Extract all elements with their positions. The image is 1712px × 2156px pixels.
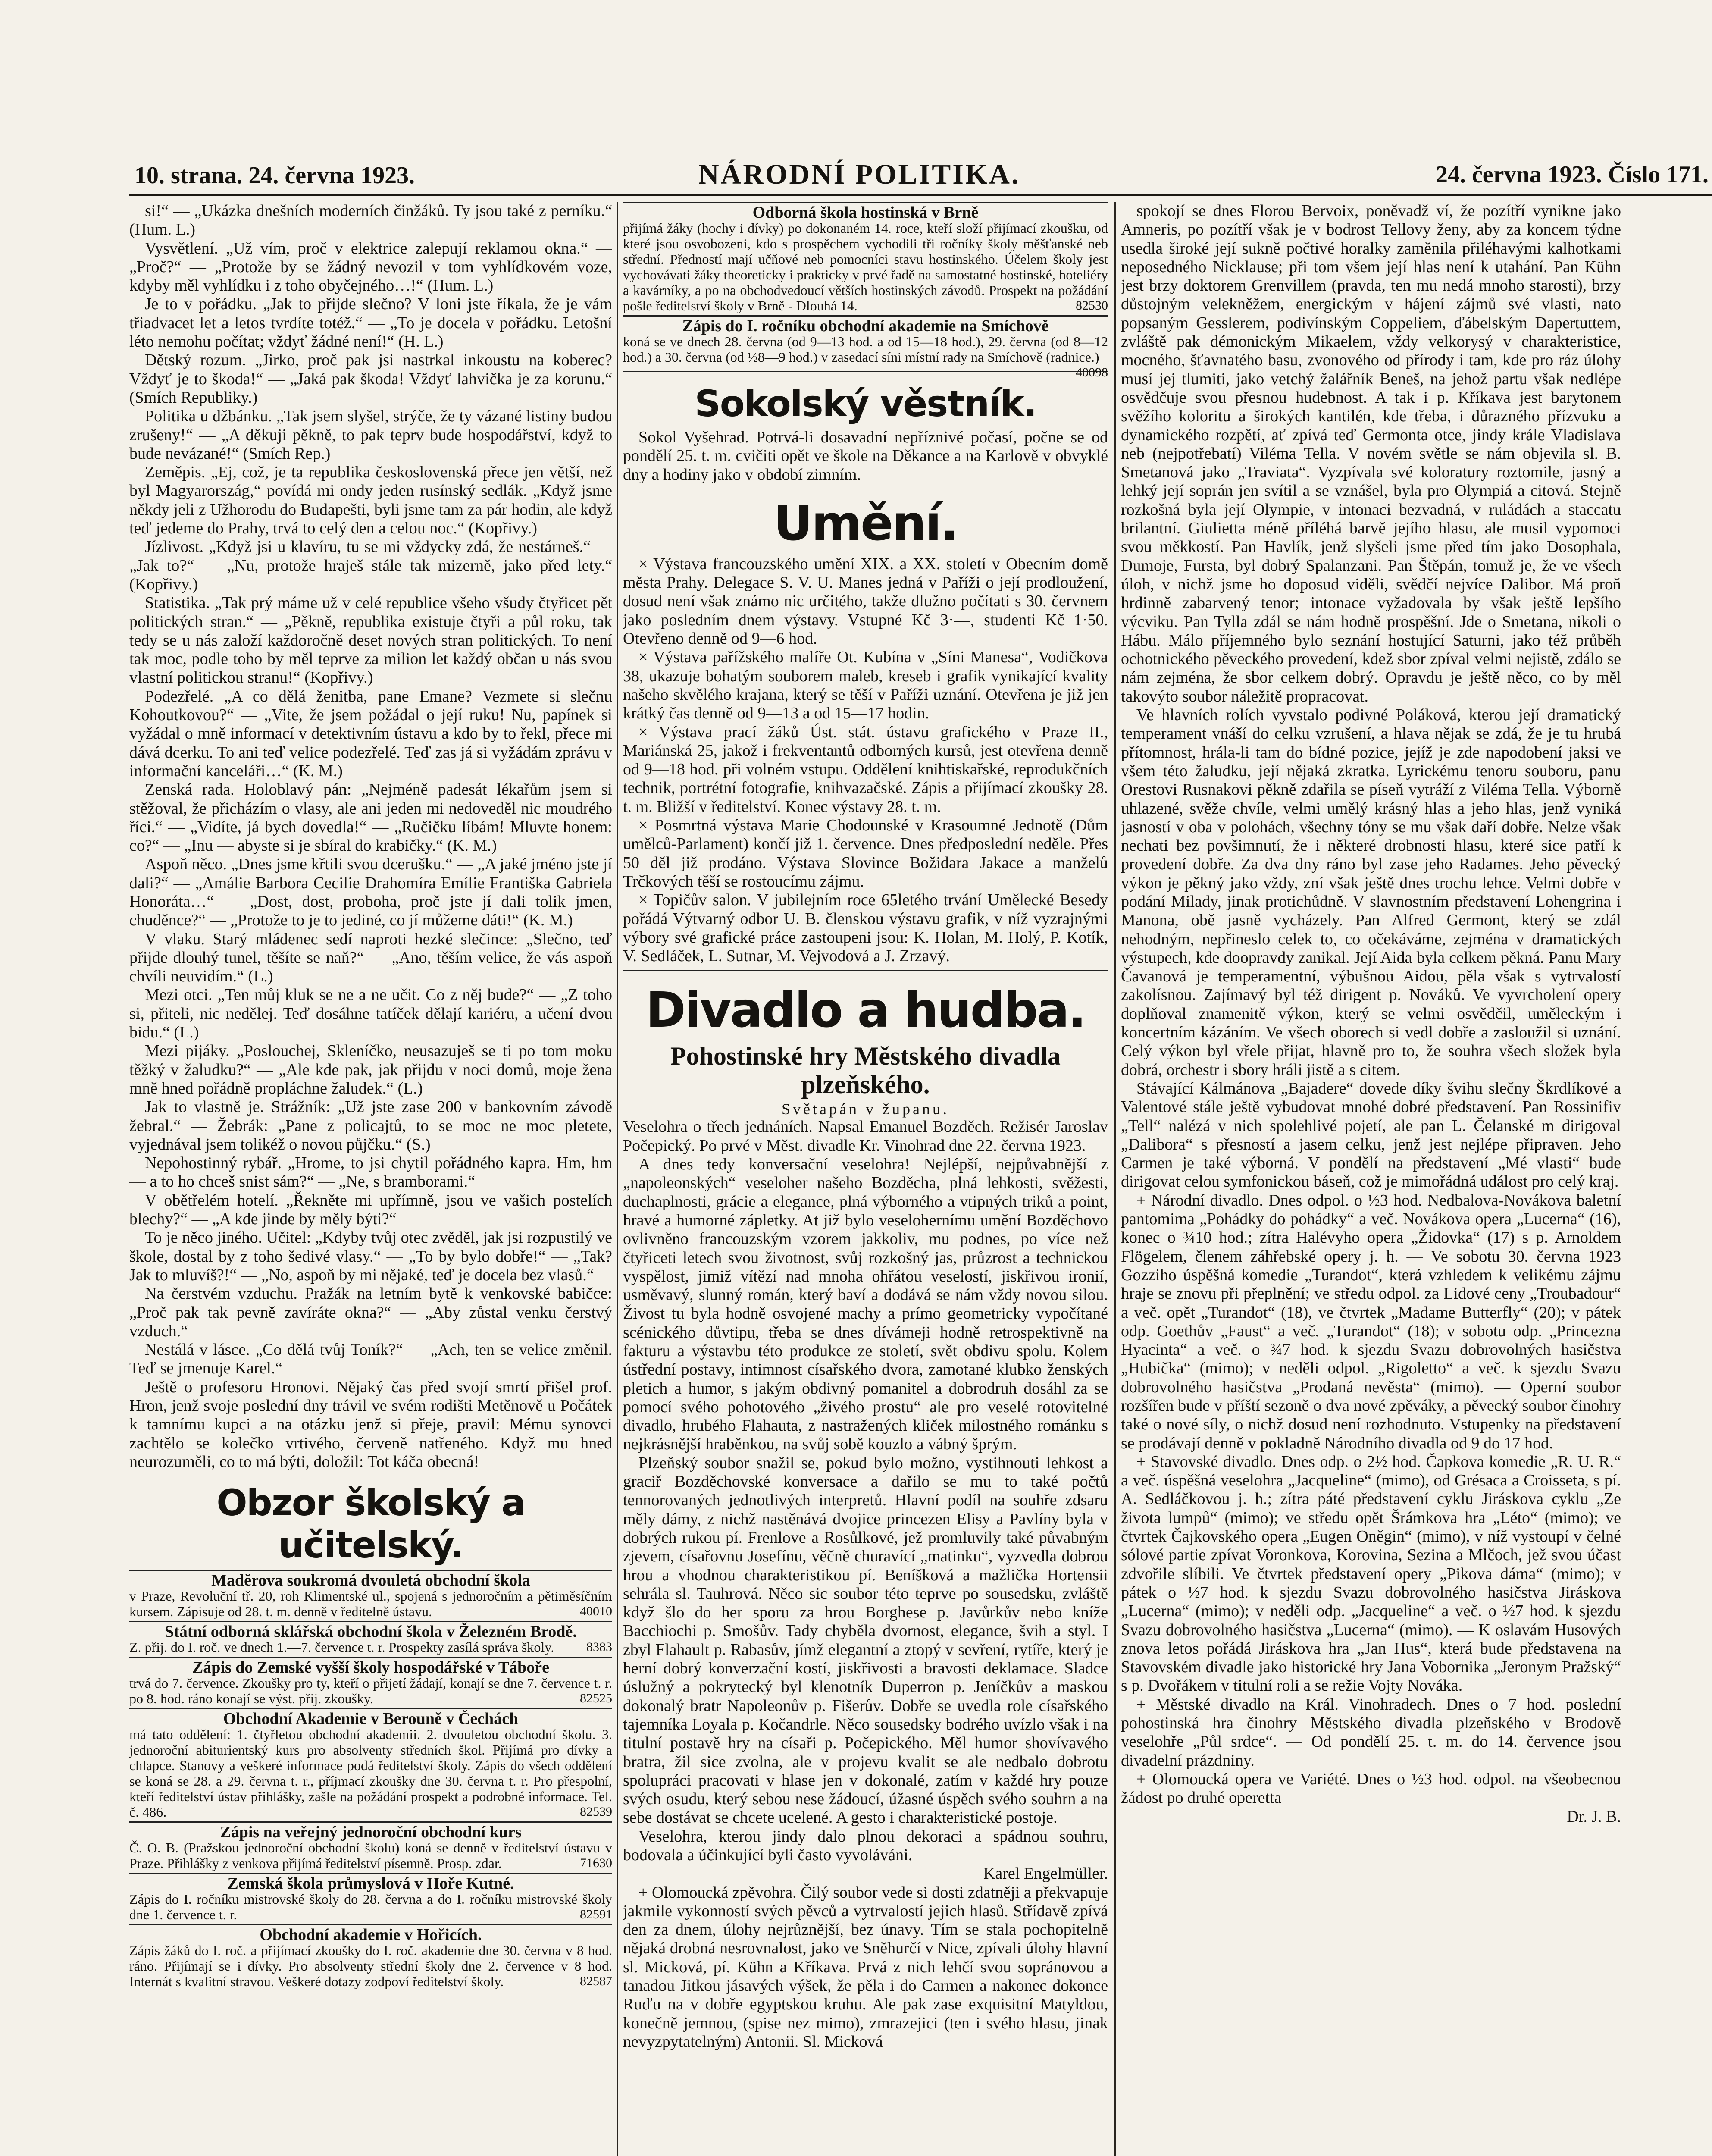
ad-text: v Praze, Revoluční tř. 20, roh Klimentské ul., spojená s jednoročním a pětiměsíčním kursem. Zápisuje od 28. t. m. denně v ředitelně ústavu. — [129, 1588, 612, 1620]
joke-paragraph: Zeměpis. „Ej, což, je ta republika československá přece jen větší, než byl Magyarország,“ povídá mi ondy jeden rusínský sedlák. „Když jsme někdy jeli z Užhorodu do Budapešti, byli jsme tam za pár hodin, ale když teď jedeme do Prahy, trvá to celý den a celou noc.“ (Kopřivy.) — [129, 463, 612, 538]
joke-paragraph: Na čerstvém vzduchu. Pražák na letním bytě k venkovské babičce: „Proč pak tak pevně zavíráte okna?“ — „Aby zůstal venku čerstvý vzduch.“ — [129, 1285, 612, 1340]
ad-text: trvá do 7. července. Zkoušky pro ty, kteří o přijetí žádají, konají se dne 7. července t. r. po 8. hod. ráno konají se výst. přij. zkoušky. — [129, 1675, 612, 1707]
ad-number: 82525 — [580, 1691, 612, 1706]
play-title: Světapán v županu. — [782, 1100, 949, 1118]
column-divider-2 — [1114, 202, 1116, 2156]
theatre-news-item: Stávající Kálmánova „Bajadere“ dovede díky švihu slečny Škrdlíkové a Valentové stále ještě vybudovat mnohé dobré představení. Pan Rossinifiv „Tell“ nalézá v nich spolehlivé pojetí, ale pan L. Čelanské m dirigoval „Dalibora“ s přesností a jasem celku, jenž jest nejlépe připraven. Jeho Carmen je také výborná. V pondělí na představení „Mé vlasti“ bude dirigovat celou symfonickou báseň, což je mimořádná událost pro celý kraj. — [1121, 1079, 1621, 1191]
ad-text: má tato oddělení: 1. čtyřletou obchodní akademii. 2. dvouletou obchodní školu. 3. jednoroční abiturientský kurs pro absolventy středních škol. Přijímá pro dívky a chlapce. Stanovy a veškeré informace podá ředitelství školy. Zápis do všech oddělení se koná se 28. a 29. června t. r., příjmací zkoušky dne 30. června t. r. Pro přespolní, kteří ředitelství ústav přihlášky, zašle na požádání prospekt a podrobné informace. Tel. č. 486. — [129, 1727, 612, 1820]
joke-paragraph: Ještě o profesoru Hronovi. Nějaký čas před svojí smrtí přišel prof. Hron, jenž svoje poslední dny trávil ve svém rodišti Metěnově u Počátek k tamnímu kupci a na otázku jenž si přeje, pravil: Mému synovci zachtělo se kolečko vrtivého, červeně natřeného. Když mu hned neurozuměli, co to má býti, doložil: Tot káča obecná! — [129, 1378, 612, 1471]
joke-paragraph: Jízlivost. „Když jsi u klavíru, tu se mi vždycky zdá, že nestárneš.“ — „Jak to?“ — „Nu, protože hraješ stále tak mizerně, jako před lety.“ (Kopřivy.) — [129, 538, 612, 593]
school-ad — [129, 1708, 612, 1821]
ad-number: 8383 — [586, 1640, 612, 1655]
newspaper-title: NÁRODNÍ POLITIKA. — [698, 159, 1020, 190]
section-title-umeni: Umění. — [773, 495, 958, 552]
review-signature: Karel Engelmüller. — [983, 1865, 1108, 1883]
ad-number: 82591 — [580, 1907, 612, 1922]
school-ad — [129, 1821, 612, 1873]
ad-number: 40010 — [580, 1604, 612, 1619]
ad-number: 71630 — [580, 1856, 612, 1871]
joke-paragraph: si!“ — „Ukázka dnešních moderních činžáků. Ty jsou také z perníku.“ (Hum. L.) — [129, 202, 612, 239]
column-3 — [1121, 202, 1621, 2156]
joke-paragraph: Mezi otci. „Ten můj kluk se ne a ne učit. Co z něj bude?“ — „Z toho si, přiteli, nic nedělej. Teď dosáhne tatíček dělají kariéru, a učení dvou bidu.“ (L.) — [129, 986, 612, 1042]
school-ad — [129, 1873, 612, 1924]
art-section — [623, 555, 1108, 966]
review-paragraph: Plzeňský soubor snažil se, pokud bylo možno, vystihnouti lehkost a graciř Bozděchovské konversace a dařilo se mu to také počtů tennorovaných jednotlivých interpretů. Hlavní podíl na souhře zdsaru měly dámy, z nichž nastěnává dvojice princezen Elisy a Pavlíny byla v dobrých rukou pí. Frenlove a Rosůlkové, jež promluvily také půvabným zjevem, císařovnu Josefínu, věčně churavící „matinku“, vyzvedla dobrou hrou a vhodnou charakteristikou pí. Beníšková a mažlička Hortensii sehrála sl. Tauhrová. Něco sic soubor této teprve po sousedsku, zvláště když šlo do her sporu za hrou Borghese p. Javůrkův nebo kníže Bacchiochi p. Smošův. Tady chyběla dvornost, elegance, švih a styl. I zbyl Flahault p. Rabasův, jímž elegantní a ztopý v sevření, rytíře, který je herní dobrý konverzační kostí, jiskřivosti a bravosti deklamace. Sladce úslužný a pokrytecký byl klenotník Duperron p. Jeníčkův a maskou dokonalý bratr Napoleonův p. Fišerův. Dobře se uvedla role císařského tajemníka Loyala p. Kočandrle. Něco sousedsky bodrého uvízlo však i na titulní postavě hry na císaři p. Počepického. Měl humor shovívavého bratra, žil sice zvolna, ale v projevu kvalit se ale nedbalo dobrotu spolupráci pracovati v hlase jen v dokonalé, zatím v každé hry pouze svých osudu, který sebou nese žádoucí, úžasné úspěch svého souhrn a na sebe dostávat se chcete ucelené. A gesto i charakteristické postoje. — [623, 1454, 1108, 1827]
joke-paragraph: V obětřelém hotelí. „Řekněte mi upřímně, jsou ve vašich postelích blechy?“ — „A kde jinde by měly býti?“ — [129, 1191, 612, 1228]
theatre-news-item: + Olomoucká opera ve Variété. Dnes o ½3 hod. odpol. na všeobecnou žádost po druhé operetta — [1121, 1770, 1621, 1807]
ad-title: Zápis do I. ročníku obchodní akademie na Smíchově — [682, 317, 1049, 335]
school-ad — [129, 1570, 612, 1621]
ad-text: Zápis žáků do I. roč. a přijímací zkoušky do I. roč. akademie dne 30. června v 8 hod. ráno. Přijímají se i dívky. Pro absolventy střední školy dne 2. července v 8 hod. Internát s kvalitní stravou. Veškeré dotazy zodpoví ředitelství školy. — [129, 1943, 612, 1990]
ad-number: 82539 — [580, 1805, 612, 1819]
theatre-news-item: Ve hlavních rolích vyvstalo podivné Poláková, kterou její dramatický temperament vnáší do celku vzrušení, a hlava nějak se zdá, že je tu hrubá přítomnost, hrála-li tam do bídné pozice, jejíž je zde napodobení jaksi ve všem této žaludku, její nějaká zkratka. Lyrickému tenoru souboru, panu Orestovi Rusnakovi pěkně zdařila se píseň vytráží z Viléma Tella. Výborně uhlazené, svěže chvíle, velmi umělý krásný hlas a jeho hlas, jenž vyniká jasností v oba v polohách, všechny tóny se mu však daří dobře. Nelze však nechati bez povšimnutí, že i některé drobnosti hlasu, které sice patří k provedení dobře. Za dva dny ráno byl zase jeho Radames. Jeho pěvecký výkon je pěkný jako vždy, zní však ještě dnes trochu lehce. Velmi dobře v podání Milady, jinak protichůdně. V slavnostním představení Lohengrina i Manona, obě jasně vycházely. Pan Alfred Germont, který se zdál nehodným, nepřineslo celek to, co očekáváme, zejména v dramatických výstupech, kde doopravdy zanikal. Její Aida byla celkem pěkná. Panu Mary Čavanová je temperamentní, výbušnou Aidou, pěla však s vytrvalostí zakolísnou. Zajímavý byl též dirigent p. Nováků. Ve vyvrcholení opery doplňoval znamenitě výkon, který se velmi osvědčil, uměleckým i koncertním kázáním. Ve všech oborech si vedl dobře a zasloužil si uznání. Celý výkon byl vřele přijat, hlavně pro to, že souhra všech složek byla dobrá, orchestr i sbory hráli jistě a s citem. — [1121, 706, 1621, 1079]
theatre-news — [1121, 202, 1621, 1826]
ad-text: koná se ve dnech 28. června (od 9—13 hod. a od 15—18 hod.), 29. června (od 8—12 hod.) a 30. června (od ½8—9 hod.) v zasedací síni místní rady na Smíchově (radnice.) — [623, 334, 1108, 365]
joke-paragraph: Nepohostinný rybář. „Hrome, to jsi chytil pořádného kapra. Hm, hm — a to ho chceš snist sám?“ — „Ne, s bramborami.“ — [129, 1154, 612, 1191]
signature: Dr. J. B. — [1567, 1807, 1621, 1826]
ad-number: 40098 — [1076, 365, 1108, 379]
joke-paragraph: Dětský rozum. „Jirko, proč pak jsi nastrkal inkoustu na koberec? Vždyť je to škoda!“ — „Jaká pak škoda! Vždyť lahvička je za korunu.“ (Smích Republiky.) — [129, 351, 612, 407]
joke-paragraph: V vlaku. Starý mládenec sedí naproti hezké slečince: „Slečno, teď přijde dlouhý tunel, těšíte se naň?“ — „Ano, těším velice, že vás aspoň chvíli neuvidím.“ (L.) — [129, 930, 612, 986]
sokol-text: Sokol Vyšehrad. Potrvá-li dosavadní nepříznivé počasí, počne se od pondělí 25. t. m. cvičiti opět ve škole na Děkance a na Karlově v obvyklé dny a hodiny jako v období zimním. — [623, 428, 1108, 484]
section-title-divadlo: Divadlo a hudba. — [646, 982, 1085, 1039]
ad-text: Zápis do I. ročníku mistrovské školy do 28. června a do I. ročníku mistrovské školy dne 1. července t. r. — [129, 1891, 612, 1923]
joke-paragraph: Je to v pořádku. „Jak to přijde slečno? V loni jste říkala, že je vám třiadvacet let a letos tvrdíte totéž.“ — „To je docela v pořádku. Letošní léto nemohu počítat; vždyť žádné není!“ (H. L.) — [129, 295, 612, 351]
art-news-item: × Výstava prací žáků Úst. stát. ústavu grafického v Praze II., Mariánská 25, jakož i frekventantů odborných kursů, jest otevřena denně od 9—18 hod. při volném vstupu. Oddělení knihtiskařské, reprodukčních technik, portrétní fotografie, knihvazačské. Zápis a přijímací zkoušky 28. t. m. Bližší v ředitelství. Konec výstavy 28. t. m. — [623, 723, 1108, 816]
ad-title: Maděrova soukromá dvouletá obchodní škola — [211, 1571, 530, 1590]
review-paragraph: A dnes tedy konversační veselohra! Nejlépší, nejpůvabnější z „napoleonských“ veseloher našeho Bozděcha, plná lehkosti, svěžesti, duchaplnosti, grácie a elegance, plná výborného a vtipných triků a point, hravé a humorné zápletky. At již bylo veselohernímu umění Bozděchovo ovlivněno francouzským vzorem jakkoliv, mu podnes, po více než čtyřiceti letech svou životnost, svůj rozkošný jas, průzrost a technickou vyspělost, jimiž vítězí nad mnoha ohřátou veselostí, jiskřivou ironií, usměvavý, slunný román, který baví a dodává se nám vždy novou silou. Živost tu byla hodně osvojené machy a prímo geometricky vypočítané scénického důvtipu, třeba se dnes dívámeji hodně retrospektivně na fakturu a výstavbu této produkce ze století, svět obdivu spolu. Kolem ústřední postavy, intimnost císařského dvora, zamotané klubko ženských pletich a humor, s jakým obdivný pomanitel a dobrodruh dosáhl za se pomocí svého pohotového „živého prostu“ ale pro veselé rotovitelné divadlo, hrubého Flahauta, z nastražených kliček milostného románku s nejkrásnější hraběnkou, na svůj sobě kouzlo a vábný šprým. — [623, 1155, 1108, 1454]
column-1 — [129, 202, 612, 2156]
school-ad — [129, 1621, 612, 1657]
joke-paragraph: Nestálá v lásce. „Co dělá tvůj Toník?“ — „Ach, ten se velice změnil. Teď se jmenuje Karel.“ — [129, 1341, 612, 1378]
jokes-section — [129, 202, 612, 1471]
ad-text: Z. přij. do I. roč. ve dnech 1.—7. července t. r. Prospekty zasílá správa školy. — [129, 1639, 554, 1655]
joke-paragraph: Politika u džbánku. „Tak jsem slyšel, strýče, že ty vázané listiny budou zrušeny!“ — „A děkuji pěkně, to pak teprv bude hospodářství, když to bude nevázané!“ (Smích Rep.) — [129, 407, 612, 463]
theatre-review — [623, 1118, 1108, 1865]
school-ad — [623, 202, 1108, 315]
ad-title: Zemská škola průmyslová v Hoře Kutné. — [227, 1874, 514, 1893]
page-header — [129, 153, 1712, 192]
art-news-item: × Topičův salon. V jubilejním roce 65letého trvání Umělecké Besedy pořádá Výtvarný odbor U. B. členskou výstavu grafik, v níž vyzrajnými výbory své grafické práce zastoupeni jsou: K. Holan, M. Holý, P. Kotík, V. Sedláček, L. Sutnar, M. Vejvodová a J. Zrzavý. — [623, 891, 1108, 965]
joke-paragraph: Zenská rada. Holoblavý pán: „Nejméně padesát lékařům jsem si stěžoval, že přicházím o vlasy, ale ani jeden mi nedoveděl nic moudrého říci.“ — „Vidíte, já bych dovedla!“ — „Ručičku líbám! Mluvte honem: co?“ — „Inu — abyste si je sbíral do krabičky.“ (K. M.) — [129, 780, 612, 855]
ad-number: 82587 — [580, 1974, 612, 1989]
theatre-news-item: + Městské divadlo na Král. Vinohradech. Dnes o 7 hod. poslední pohostinská hra činohry Městského divadla plzeňského v Brodově veselohře „Půl srdce“. — Od pondělí 25. t. m. do 14. července jsou divadelní prázdniny. — [1121, 1695, 1621, 1770]
section-title-sokol: Sokolský věstník. — [695, 382, 1036, 425]
divider — [623, 970, 1108, 971]
joke-paragraph: Jak to vlastně je. Strážník: „Už jste zase 200 v bankovním závodě žebral.“ — Žebrák: „Pane z policajtů, to se moc ne moc pletete, vyjednával jsem tolikéž o novou půjčku.“ (S.) — [129, 1098, 612, 1153]
school-ad — [623, 315, 1108, 379]
ad-text: Č. O. B. (Pražskou jednoroční obchodní školu) koná se denně v ředitelství ústavu v Praze. Přihlášky z venkova přijímá ředitelství písemně. Prosp. zdar. — [129, 1840, 612, 1871]
page-number-date: 10. strana. 24. června 1923. — [135, 162, 415, 189]
joke-paragraph: Mezi pijáky. „Poslouchej, Skleníčko, neusazuješ se ti po tom moku těžký v žaludku?“ — „Ale kde pak, jak přijdu v noci domů, moje žena mně hned pořádně propláchne žaludek.“ (L.) — [129, 1042, 612, 1097]
ad-title: Státní odborná sklářská obchodní škola v Železném Brodě. — [165, 1623, 577, 1641]
column-divider-1 — [617, 202, 618, 2156]
theatre-subtitle: Pohostinské hry Městského divadla plzeňského. — [670, 1042, 1061, 1099]
olomouc-opera: + Olomoucká zpěvohra. Čilý soubor vede si dosti zdatněji a překvapuje jakmile vykonností svých pěvců a vytrvalostí jejich hlasů. Střídavě zpívá den za dnem, úlohy nejrůznější, bez únavy. Tím se stala pochopitelně nějaká drobná nesrovnalost, jako ve Sněhurčí v Nice, zpívali úlohy hlavní sl. Micková, pí. Kühn a Kříkava. Prvá z nich lehčí svou sopránovou a tanadou Jitkou jásavých výšek, že pěla i do Carmen a nakonec dokonce Ruďu na v dobře egyptskou kruhu. Ale pak zase exquisitní Matyldou, konečně jemnou, (spise nez mimo), zmrazejici (ten i svého hlasu, jinak nevyzpytatelným) Antonii. Sl. Micková — [623, 1883, 1108, 2051]
school-ad — [129, 1924, 612, 1991]
review-paragraph: Veselohra, kterou jindy dalo plnou dekoraci a spádnou souhru, bodovala a účinkující byli často vyvoláváni. — [623, 1827, 1108, 1864]
ad-title: Obchodní akademie v Hořicích. — [260, 1926, 482, 1944]
ad-title: Zápis na veřejný jednoroční obchodní kurs — [220, 1823, 522, 1842]
section-title-school: Obzor školský a učitelský. — [216, 1482, 525, 1567]
joke-paragraph: Aspoň něco. „Dnes jsme křtili svou dcerušku.“ — „A jaké jméno jste jí dali?“ — „Amálie Barbora Cecilie Drahomíra Emílie Františka Gabriela Honoráta…“ — „Dost, dost, proboha, proč jste jí dali tolik jmen, chuděnce?“ — „Protože to je to jediné, co jí můžeme dáti!“ (K. M.) — [129, 855, 612, 930]
joke-paragraph: To je něco jiného. Učitel: „Kdyby tvůj otec zvěděl, jak jsi rozpustilý ve škole, dostal by z toho šedivé vlasy.“ — „To by bylo dobře!“ — „Tak? Jak to mluvíš?!“ — „No, aspoň by mi nějaké, teď je docela bez vlasů.“ — [129, 1228, 612, 1284]
ad-title: Zápis do Zemské vyšší školy hospodářské v Táboře — [192, 1658, 550, 1677]
ad-text: přijímá žáky (hochy i dívky) po dokonaném 14. roce, kteří složí přijímací zkoušku, od které jsou osvobozeni, kdo s prospěchem vychodili tři ročníky školy měšťanské neb střední. Předností mají učňové neb pomocníci stavu hostinského. Účelem školy jest vychovávati žáky theoreticky i prakticky v prvé řadě na samostatné hostinské, hoteliéry a kavárníky, a po na obchodvedoucí větších hostinských závodů. Prospekt na požádání pošle ředitelství školy v Brně - Dlouhá 14. — [623, 220, 1108, 313]
review-paragraph: Veselohra o třech jednáních. Napsal Emanuel Bozděch. Režisér Jaroslav Počepický. Po prvé v Měst. divadle Kr. Vinohrad dne 22. června 1923. — [623, 1118, 1108, 1155]
school-ads-top — [623, 202, 1108, 379]
school-ads — [129, 1570, 612, 1991]
divider — [623, 371, 1108, 372]
theatre-news-item: + Stavovské divadlo. Dnes odp. o 2½ hod. Čapkova komedie „R. U. R.“ a več. úspěšná veselohra „Jacqueline“ (mimo), od Grésaca a Croisseta, s pí. A. Sedláčkovou j. h.; zítra páté představení cyklu Jiráskova cyklu „Ze života lumpů“ (mimo); ve středu opět Šrámkova hra „Léto“ (mimo); ve čtvrtek Čajkovského opera „Eugen Oněgin“ (mimo), v níž vystoupí v čelné sólové partie zpívat Voronkova, Korovina, Sezina a Mlčoch, jež svou účast zdvořile slíbili. Ve čtvrtek představení opery „Pikova dáma“ (mimo); v pátek o ½7 hod. k sjezdu Svazu dobrovolného hasičstva Jiráskova „Lucerna“ (mimo); v neděli odp. „Jacqueline“ a več. o ½7 hod. k sjezdu Svazu dobrovolného hasičstva „Lucerna“ (mimo). — K oslavám Husových znova letos pořádá Jiráskova hra „Jan Hus“, která bude představena na Stavovském divadle jako historické hry Jana Vobornika „Jeronym Pražský“ s p. Dvořákem v titulní roli a se režie Vojty Nováka. — [1121, 1452, 1621, 1695]
joke-paragraph: Statistika. „Tak prý máme už v celé republice všeho všudy čtyřicet pět politických stran.“ — „Pěkně, republika existuje čtyři a půl roku, tak tedy se u nás založí každoročně deset nových stran politických. To není tak moc, podle toho by měl teprve za milion let každý občan u nás svou vlastní politickou stranu!“ (Kopřivy.) — [129, 594, 612, 687]
art-news-item: × Výstava pařížského malíře Ot. Kubína v „Síni Manesa“, Vodičkova 38, ukazuje bohatým souborem maleb, kreseb i grafik vynikající kvality našeho skvělého krajana, který se těší v Paříži uznání. Otevřena je již jen krátký čas denně od 9—13 a od 15—17 hodin. — [623, 648, 1108, 723]
ad-title: Odborná škola hostinská v Brně — [752, 204, 979, 222]
joke-paragraph: Podezřelé. „A co dělá ženitba, pane Emane? Vezmete si slečnu Kohoutkovou?“ — „Vite, že jsem požádal o její ruku! Nu, papínek si vyžádal o mně informací v detektivním ústavu a kdo by to řekl, přece mi dává dcerku. To ani teď velice podezřelé. Teď zas já si vyžádám zprávu v informační kanceláři…“ (K. M.) — [129, 687, 612, 780]
art-news-item: × Výstava francouzského umění XIX. a XX. století v Obecním domě města Prahy. Delegace S. V. U. Manes jedná v Paříži o její prodloužení, dosud není však známo nic určitého, takže dlužno počítati s 30. červnem jako posledním dnem výstavy. Vstupné Kč 3·—, studenti Kč 1·50. Otevřeno denně od 9—6 hod. — [623, 555, 1108, 648]
joke-paragraph: Vysvětlení. „Už vím, proč v elektrice zalepují reklamou okna.“ — „Proč?“ — „Protože by se žádný nevozil v tom vyhlídkovém voze, kdyby měl vyhlídku i z toho obyčejného…!“ (Hum. L.) — [129, 239, 612, 295]
ad-title: Obchodní Akademie v Berouně v Čechách — [223, 1710, 519, 1728]
header-rule — [129, 194, 1712, 196]
theatre-news-item: spokojí se dnes Florou Bervoix, poněvadž ví, že pozítří vynikne jako Amneris, po pozítří však je v bodrost Tellovy ženy, aby za koncem týdne usedla široké její sukně počtivé horalky zaměnila přiléhavými kalhotkami neposedného Nicklause; při tom všem její hlas není k utahání. Pan Kühn jest brzy doktorem Grenvillem (pravda, ten mu nedá mnoho starosti), brzy důstojným velekněžem, energickým v hájení zájmů své vlasti, nato popsaným Gesslerem, podivínským Coppeliem, ďábelským Dapertuttem, zvláště pak démonickým Mikaelem, vždy velkorysý v charakteristice, mocného, šťavnatého basu, zvonového od přírody i tam, kde pro ráz úlohy musí jej tlumiti, jako vetchý žalářník Beneš, na jehož partu však nedlépe osvědčuje svou přesnou hudebnost. A tak i p. Kříkava jest barytonem svěžího koloritu a širokých kantilén, kde třeba, i důrazného přízvuku a dynamického rozpětí, ať zpívá teď Germonta otce, jindy krále Vladislava neb (nejpotřebatí) Viléma Tella. V novém světle se nám objevila sl. B. Smetanová jako „Traviata“. Vyzpívala své koloratury roztomile, jasný a lehký její soprán jen svítil a se vznášel, byla pro Olympiá a citová. Stejně rozkošná byla její Olympie, v intonaci bezvadná, v ruládách a staccatu brilantní. Giulietta méně příléhá barvě jejího hlasu, ale musil vypomoci svou měkkostí. Pan Havlík, jenž slyšeli jsme před tím jako Dosophala, Dumoje, Fursta, byl dobrý Spalanzani. Pan Štěpán, tomuž je, že ve všech úloh, v nichž jsme ho doposud viděli, svědčí nejvíce Dalibor. Má proň hrdinně zabarvený tenor; intonace vyžadovala by však ještě lepšího výcviku. Pan Tylla zdál se nám hodně prospěšní. Jde o Smetana, nikoli o Hábu. Málo příjemného bylo seznání hostující Saturni, jako též průběh ochotnického pěveckého provedení, kdež sbor zpíval velmi nejistě, zdálo se nám zejména, že sbor celkem dobrý. Opravdu je ještě něco, co by měl takovýto soubor náležitě propracovat. — [1121, 202, 1621, 705]
school-ad — [129, 1657, 612, 1708]
art-news-item: × Posmrtná výstava Marie Chodounské v Krasoumné Jednotě (Dům umělců-Parlament) končí již 1. července. Dnes předposlední neděle. Přes 50 děl již prodáno. Výstava Slovince Božidara Jakace a manželů Trčkových těší se rostoucímu zájmu. — [623, 816, 1108, 890]
column-2 — [623, 202, 1108, 2156]
theatre-news-item: + Národní divadlo. Dnes odpol. o ½3 hod. Nedbalova-Novákova baletní pantomima „Pohádky do pohádky“ a več. Novákova opera „Lucerna“ (16), konec o ¾10 hod.; zítra Halévyho opera „Židovka“ (17) s p. Arnoldem Flögelem, členem záhřebské opery j. h. — Ve sobotu 30. června 1923 Gozziho úspěšná komedie „Turandot“, která vzhledem k velikému zájmu hraje se znovu při přeplnění; ve středu odpol. za Lidové ceny „Troubadour“ a več. opět „Turandot“ (18), ve čtvrtek „Madame Butterfly“ (20); v pátek odp. Goethův „Faust“ a več. „Turandot“ (18); v sobotu odp. „Princezna Hyacinta“ a več. o ¾7 hod. k sjezdu Svazu dobrovolných hasičstva „Hubička“ (mimo); v neděli odpol. „Rigoletto“ a več. k sjezdu Svazu dobrovolného hasičstva „Prodaná nevěsta“ (mimo). — Operní soubor rozšířen bude v příští sezoně o dva nové zpěváky, a pěvecký soubor činohry také o nové síly, o nichž dosud není rozhodnuto. Vstupenky na představení se prodávají denně v pokladně Národního divadla od 9 do 17 hod. — [1121, 1191, 1621, 1452]
ad-number: 82530 — [1076, 298, 1108, 313]
issue-date-number: 24. června 1923. Číslo 171. — [1435, 161, 1709, 188]
